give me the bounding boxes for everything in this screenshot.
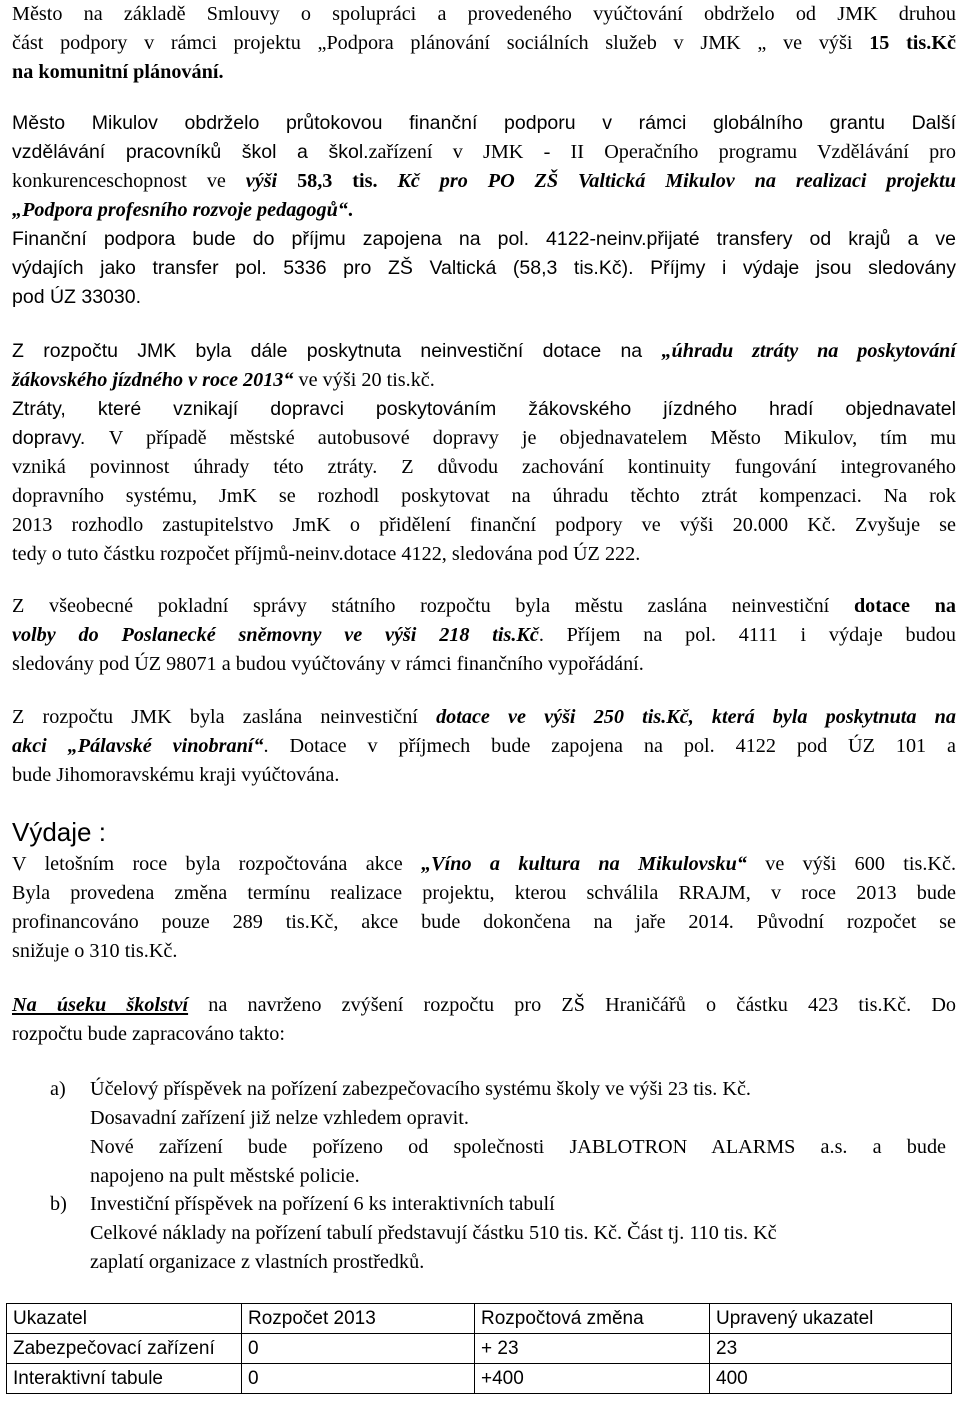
text-run: Z rozpočtu JMK byla dále poskytnuta neinvestiční dotace na	[12, 340, 662, 362]
table-header-cell: Upravený ukazatel	[710, 1304, 952, 1334]
event-name: akci „Pálavské vinobraní“	[12, 735, 264, 757]
text-run: tedy o tuto částku rozpočet příjmů-neinv.dotace 4122, sledována pod ÚZ 222.	[12, 543, 641, 565]
text-run: Finanční podpora bude do příjmu zapojena na pol. 4122-neinv.	[12, 228, 647, 250]
list-item-b-line-2: Celkové náklady na pořízení tabulí představují částku 510 tis. Kč. Část tj. 110 tis. Kč	[90, 1222, 777, 1244]
text-run: ve výši 600 tis.Kč.	[746, 853, 957, 875]
text-run: zařízení v JMK - II Operačního programu Vzdělávání pro	[368, 141, 956, 163]
text-run: bude Jihomoravskému kraji vyúčtována.	[12, 764, 340, 786]
table-cell: + 23	[475, 1334, 710, 1364]
text-run: Byla provedena změna termínu realizace projektu, kterou schválila RRAJM, v roce 2013 bude	[12, 882, 956, 904]
paragraph-3-line-5	[12, 453, 956, 482]
text-run: dopravy.	[12, 427, 109, 449]
text-run: přijaté transfery od krajů a ve	[646, 228, 957, 250]
text-run: konkurenceschopnost ve	[12, 170, 246, 192]
bold-italic-text: Kč pro PO ZŠ Valtická Mikulov na realizaci projektu	[397, 170, 956, 192]
text-run: dopravního systému, JmK se rozhodl poskytovat na úhradu těchto ztrát kompenzaci. Na rok	[12, 485, 956, 507]
section-heading	[12, 815, 956, 849]
text-run: vzniká povinnost úhrady této ztráty.	[12, 456, 402, 478]
project-name: „Podpora profesního rozvoje pedagogů“	[12, 199, 348, 221]
paragraph-3-line-2	[12, 366, 956, 395]
bold-italic-text: „úhradu ztráty na poskytování	[661, 340, 956, 362]
text-run: . Příjem na pol. 4111 i výdaje budou	[538, 624, 956, 646]
text-run: sledovány pod ÚZ 98071 a budou vyúčtovány v rámci finančního vypořádání.	[12, 653, 644, 675]
list-label-b: b)	[50, 1193, 67, 1215]
bold-italic-text: dotace ve výši 250 tis.Kč, která byla poskytnuta na	[436, 706, 956, 728]
paragraph-5-line-3	[12, 761, 956, 790]
text-run: profinancováno pouze 289 tis.Kč, akce bude dokončena na jaře 2014. Původní rozpočet se	[12, 911, 956, 933]
paragraph-2-line-3	[12, 167, 956, 196]
paragraph-4-line-2	[12, 621, 956, 650]
text-run: vzdělávání pracovníků škol a škol.	[12, 141, 369, 163]
text-run: Město Mikulov obdrželo průtokovou finanční podporu v rámci globálního grantu Další	[12, 112, 956, 134]
table-cell: 23	[710, 1334, 952, 1364]
text-run: výdajích jako transfer pol. 5336 pro ZŠ Valtická (58,3 tis.Kč).	[12, 257, 651, 279]
table-row	[7, 1364, 952, 1394]
table-cell: 0	[242, 1334, 475, 1364]
paragraph-3-line-1	[12, 337, 956, 366]
table-row	[7, 1334, 952, 1364]
bold-text: 58,3 tis.	[277, 170, 398, 192]
budget-table	[6, 1303, 952, 1394]
text-run: Z všeobecné pokladní správy státního rozpočtu byla městu zaslána neinvestiční	[12, 595, 854, 617]
paragraph-5-line-1	[12, 703, 956, 732]
list-label-a: a)	[50, 1078, 66, 1100]
text-run: část podpory v rámci projektu „Podpora plánování sociálních služeb v JMK „ ve výši	[12, 32, 870, 54]
underlined-topic: Na úseku školství	[12, 994, 189, 1016]
paragraph-3-line-4	[12, 424, 956, 453]
paragraph-6-line-1	[12, 850, 956, 879]
text-run: rozpočtu bude zapracováno takto:	[12, 1023, 285, 1045]
paragraph-1-line-1	[12, 0, 956, 29]
paragraph-6-line-4	[12, 937, 956, 966]
paragraph-5-line-2	[12, 732, 956, 761]
text-run: pod ÚZ 33030.	[12, 286, 142, 308]
text-run: 2013 rozhodlo zastupitelstvo JmK o přidělení finanční podpory ve výši 20.000 Kč. Zvyšuje se	[12, 514, 956, 536]
table-header-row	[7, 1304, 952, 1334]
text-run: na navrženo zvýšení rozpočtu pro ZŠ Hraničářů o částku 423 tis.Kč. Do	[188, 994, 956, 1016]
list-item-b-line-3: zaplatí organizace z vlastních prostředků.	[90, 1251, 425, 1273]
paragraph-3-line-8	[12, 540, 956, 569]
list-item-a-line-2: Dosavadní zařízení již nelze vzhledem opravit.	[90, 1107, 469, 1129]
paragraph-3-line-7	[12, 511, 956, 540]
table-header-cell: Rozpočet 2013	[242, 1304, 475, 1334]
paragraph-3-line-3	[12, 395, 956, 424]
paragraph-1-line-3	[12, 58, 956, 87]
bold-text: dotace na	[853, 595, 956, 617]
paragraph-2-line-7	[12, 283, 956, 312]
paragraph-6-line-2	[12, 879, 956, 908]
text-run: snižuje o 310 tis.Kč.	[12, 940, 178, 962]
bold-text: na komunitní plánování.	[12, 61, 224, 83]
text-run: V případě městské autobusové dopravy je objednavatelem Město Mikulov, tím mu	[108, 427, 957, 449]
table-cell: 0	[242, 1364, 475, 1394]
paragraph-7-line-1	[12, 991, 956, 1020]
paragraph-4-line-3	[12, 650, 956, 679]
event-name: „Víno a kultura na Mikulovsku“	[421, 853, 747, 875]
table-cell: Interaktivní tabule	[7, 1364, 242, 1394]
table-header-cell: Ukazatel	[7, 1304, 242, 1334]
list-item-b-line-1: Investiční příspěvek na pořízení 6 ks interaktivních tabulí	[90, 1193, 555, 1215]
list-item-a-line-1: Účelový příspěvek na pořízení zabezpečovacího systému školy ve výši 23 tis. Kč.	[90, 1078, 751, 1100]
text-run: V letošním roce byla rozpočtována akce	[12, 853, 422, 875]
paragraph-7-line-2	[12, 1020, 956, 1049]
paragraph-3-line-6	[12, 482, 956, 511]
paragraph-4-line-1	[12, 592, 956, 621]
text-run: ve výši 20 tis.kč.	[293, 369, 435, 391]
text-run: Z důvodu zachování kontinuity fungování integrovaného	[401, 456, 957, 478]
text-run: Nové zařízení bude pořízeno od společnosti JABLOTRON ALARMS a.s. a bude	[90, 1136, 946, 1158]
paragraph-2-line-4	[12, 196, 956, 225]
bold-amount: 15 tis.Kč	[869, 32, 956, 54]
text-run: Město na základě Smlouvy o spolupráci a provedeného vyúčtování obdrželo od JMK druhou	[12, 3, 956, 25]
paragraph-6-line-3	[12, 908, 956, 937]
table-cell: Zabezpečovací zařízení	[7, 1334, 242, 1364]
text-run: Z rozpočtu JMK byla zaslána neinvestiční	[12, 706, 437, 728]
table-cell: 400	[710, 1364, 952, 1394]
text-run: Příjmy i výdaje jsou sledovány	[650, 257, 956, 279]
paragraph-2-line-6	[12, 254, 956, 283]
bold-italic-text: žákovského jízdného v roce 2013“	[12, 369, 294, 391]
text-run: Ztráty, které vznikají dopravci poskytováním žákovského jízdného hradí objednavatel	[12, 398, 956, 420]
heading-text: Výdaje :	[12, 817, 106, 847]
table-cell: +400	[475, 1364, 710, 1394]
paragraph-2-line-2	[12, 138, 956, 167]
table-header-cell: Rozpočtová změna	[475, 1304, 710, 1334]
bold-italic-text: výši	[245, 170, 278, 192]
paragraph-2-line-1	[12, 109, 956, 138]
text-run: . Dotace v příjmech bude zapojena na pol. 4122 pod ÚZ 101 a	[263, 735, 956, 757]
text-run: .	[347, 199, 353, 221]
paragraph-1-line-2	[12, 29, 956, 58]
list-item-a-line-4: napojeno na pult městské policie.	[90, 1165, 360, 1187]
list-item-a-line-3	[90, 1133, 946, 1162]
bold-italic-text: volby do Poslanecké sněmovny ve výši 218 tis.Kč	[12, 624, 539, 646]
paragraph-2-line-5	[12, 225, 956, 254]
